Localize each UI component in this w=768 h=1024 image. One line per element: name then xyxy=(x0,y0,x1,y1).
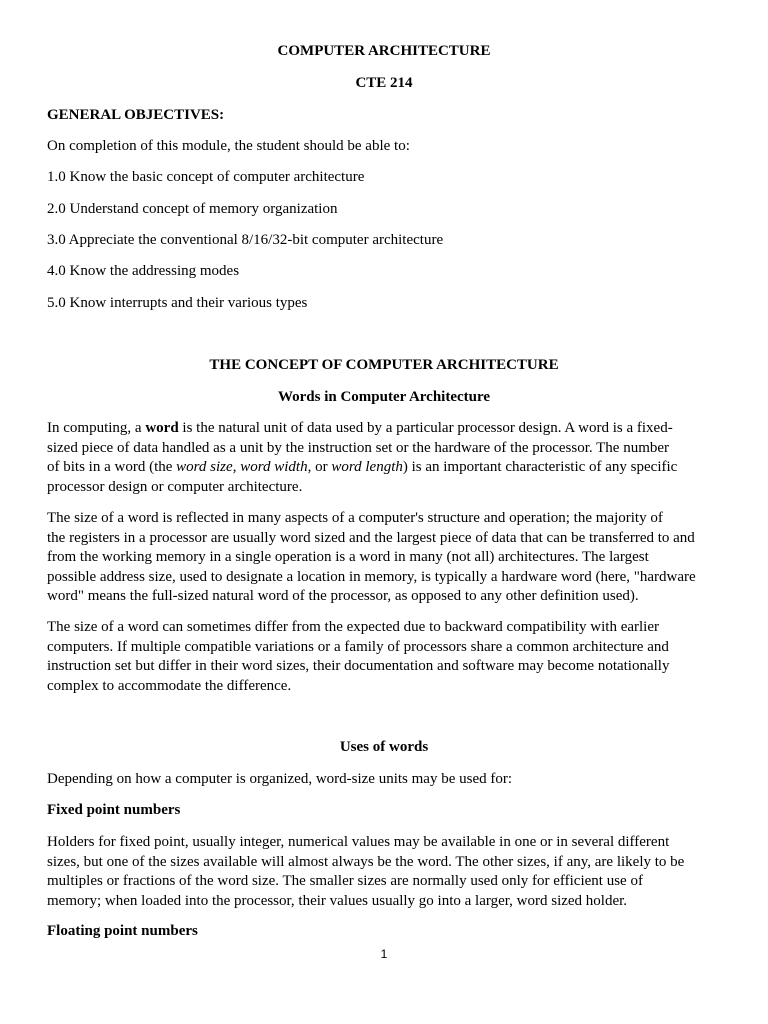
paragraph-line: multiples or fractions of the word size. The smaller sizes are normally used only for efficient use of xyxy=(47,873,643,889)
paragraph-line: complex to accommodate the difference. xyxy=(47,677,292,694)
objective-item: 4.0 Know the addressing modes xyxy=(47,263,240,279)
term-word-length: word length xyxy=(331,459,403,475)
concept-subheading: Words in Computer Architecture xyxy=(277,389,491,405)
document-title: COMPUTER ARCHITECTURE xyxy=(277,43,491,59)
paragraph-line: sizes, but one of the sizes available will almost always be the word. The other sizes, if any, are likely to be xyxy=(47,853,685,870)
paragraph-line: the registers in a processor are usually word sized and the largest piece of data that can be transferred to and xyxy=(47,529,695,546)
paragraph-line: Holders for fixed point, usually integer, numerical values may be available in one or in several different xyxy=(47,834,670,850)
word-size-paragraph xyxy=(47,509,721,607)
term-word-width: word width xyxy=(240,459,308,475)
paragraph-line: instruction set but differ in their word sizes, their documentation and software may become notationally xyxy=(47,658,670,674)
term-word-size: word size xyxy=(176,459,233,475)
paragraph-line: The size of a word can sometimes differ from the expected due to backward compatibility with earlier xyxy=(47,619,659,635)
uses-intro: Depending on how a computer is organized, word-size units may be used for: xyxy=(47,771,513,787)
objective-item: 5.0 Know interrupts and their various types xyxy=(47,295,308,311)
paragraph-line: word" means the full-sized natural word of the processor, as opposed to any other definition used). xyxy=(47,588,639,604)
paragraph-line: possible address size, used to designate a location in memory, is typically a hardware word (here, "hardware xyxy=(47,568,696,585)
fixed-point-heading: Fixed point numbers xyxy=(47,802,181,818)
paragraph-line: from the working memory in a single operation is a word in many (not all) architectures. The largest xyxy=(47,549,649,565)
uses-heading: Uses of words xyxy=(339,739,429,755)
page-number: 1 xyxy=(380,947,388,961)
concept-heading: THE CONCEPT OF COMPUTER ARCHITECTURE xyxy=(209,357,559,373)
objectives-heading: GENERAL OBJECTIVES: xyxy=(47,107,225,123)
objective-item: 3.0 Appreciate the conventional 8/16/32-bit computer architecture xyxy=(47,232,444,248)
paragraph-line: sized piece of data handled as a unit by the instruction set or the hardware of the processor. The number xyxy=(47,439,670,456)
paragraph-line: computers. If multiple compatible variations or a family of processors share a common architecture and xyxy=(47,638,669,655)
paragraph-line: memory; when loaded into the processor, their values usually go into a larger, word sized holder. xyxy=(47,892,628,909)
objective-item: 2.0 Understand concept of memory organization xyxy=(47,201,338,217)
paragraph-line: of bits in a word (the word size, word width, or word length) is an important characteristic of any specific xyxy=(47,459,678,475)
paragraph-line: The size of a word is reflected in many aspects of a computer's structure and operation; the majority of xyxy=(47,510,663,526)
word-definition-paragraph xyxy=(47,419,721,497)
paragraph-line: processor design or computer architecture. xyxy=(47,478,303,495)
objective-item: 1.0 Know the basic concept of computer architecture xyxy=(47,169,365,185)
course-code: CTE 214 xyxy=(355,75,413,91)
compatibility-paragraph xyxy=(47,618,721,696)
floating-point-heading: Floating point numbers xyxy=(47,923,198,939)
objectives-intro: On completion of this module, the student should be able to: xyxy=(47,138,410,154)
fixed-point-paragraph xyxy=(47,833,721,911)
paragraph-line: In computing, a word is the natural unit of data used by a particular processor design. A word is a fixed- xyxy=(47,420,673,436)
term-word: word xyxy=(145,420,179,436)
